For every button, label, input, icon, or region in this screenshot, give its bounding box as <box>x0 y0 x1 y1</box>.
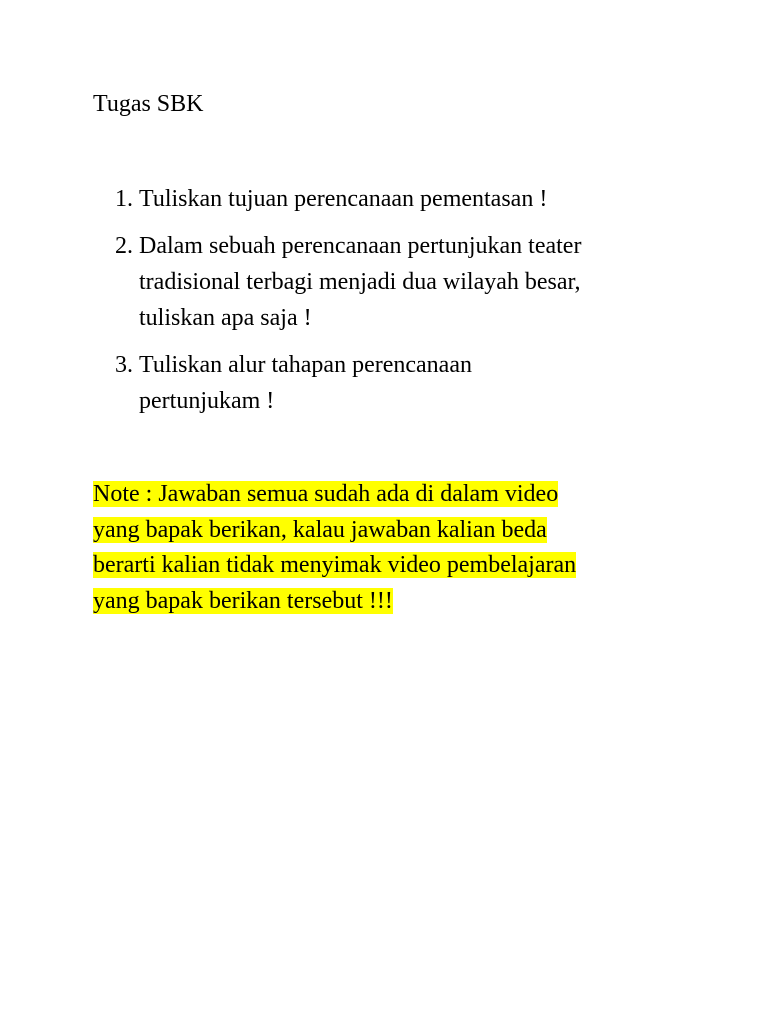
note-line: yang bapak berikan tersebut !!! <box>93 587 393 614</box>
task-number: 2. <box>115 233 133 259</box>
task-text-line: Tuliskan alur tahapan perencanaan <box>139 352 472 378</box>
task-item-3 <box>93 347 693 419</box>
note-paragraph <box>93 477 673 619</box>
task-text-line: tuliskan apa saja ! <box>139 305 312 331</box>
task-number: 3. <box>115 352 133 378</box>
task-item-2 <box>93 228 693 336</box>
task-number: 1. <box>115 186 133 212</box>
note-line: berarti kalian tidak menyimak video pembelajaran <box>93 552 577 578</box>
task-item-1 <box>93 181 693 217</box>
document-title: Tugas SBK <box>93 91 204 117</box>
task-list <box>93 181 693 430</box>
task-text-line: pertunjukam ! <box>139 388 275 414</box>
task-text-line: Tuliskan tujuan perencanaan pementasan ! <box>139 186 548 212</box>
task-text-line: Dalam sebuah perencanaan pertunjukan teater <box>139 233 582 259</box>
note-line: yang bapak berikan, kalau jawaban kalian beda <box>93 516 547 543</box>
note-line: Note : Jawaban semua sudah ada di dalam video <box>93 481 559 507</box>
task-text-line: tradisional terbagi menjadi dua wilayah besar, <box>139 269 581 295</box>
